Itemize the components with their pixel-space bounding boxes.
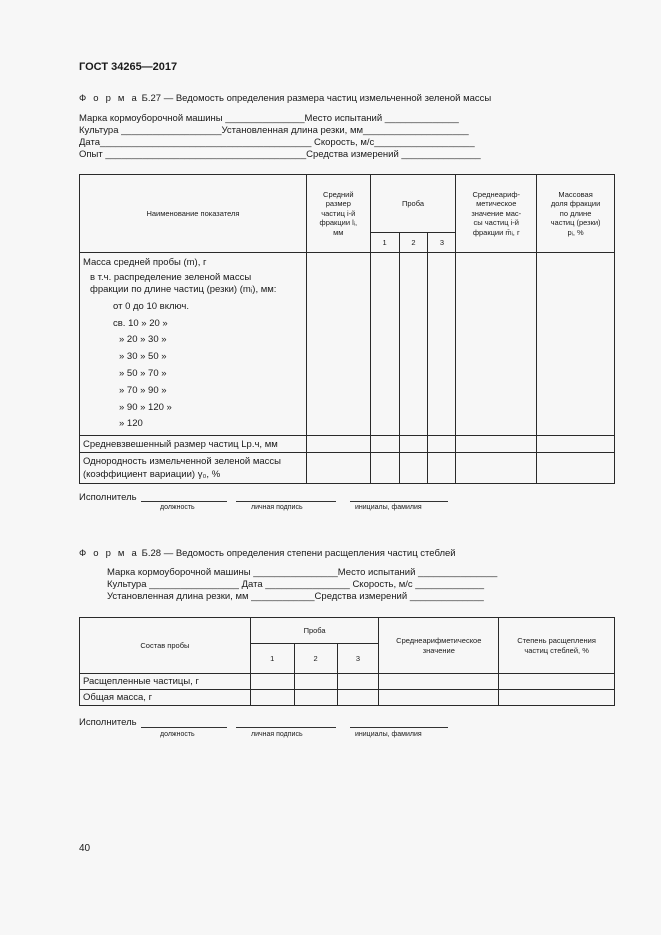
cell-empty <box>250 674 294 690</box>
row-weighted-size: Средневзвешенный размер частиц Lр.ч, мм <box>80 436 307 453</box>
row-distribution: в т.ч. распределение зеленой массы фракции по длине частиц (резки) (mᵢ), мм: <box>90 271 277 295</box>
row-fraction-0-10: от 0 до 10 включ. <box>113 300 190 312</box>
form27-field-1: Марка кормоуборочной машины _______________Место испытаний ______________ <box>79 113 459 124</box>
form27-field-2: Культура ___________________Установленная длина резки, мм____________________ <box>79 125 469 136</box>
row-fraction-70-90: » 70 » 90 » <box>119 384 167 396</box>
form28-table <box>79 617 615 706</box>
form28-title-line <box>79 548 456 559</box>
form27-signature: Исполнитель <box>79 492 137 503</box>
row-total-mass: Общая масса, г <box>80 690 251 706</box>
col-header-mean: Среднеарифметическое значение <box>379 618 499 674</box>
form27-field-4: Опыт ______________________________________Средства измерений _______________ <box>79 149 481 160</box>
cell-empty <box>306 253 370 436</box>
cell-empty <box>370 253 399 436</box>
signature-line <box>236 501 336 502</box>
col-header-sample: Проба <box>250 618 379 644</box>
cell-empty <box>537 453 615 484</box>
row-fraction-10-20: св. 10 » 20 » <box>113 317 168 329</box>
row-fraction-30-50: » 30 » 50 » <box>119 351 167 363</box>
cell-empty <box>499 690 615 706</box>
caption-name: инициалы, фамилия <box>355 504 422 511</box>
row-fraction-50-70: » 50 » 70 » <box>119 367 167 379</box>
cell-empty <box>379 674 499 690</box>
sample-num-2: 2 <box>399 233 428 253</box>
cell-empty <box>306 436 370 453</box>
form28-title: Б.28 — Ведомость определения степени расщепления частиц стеблей <box>141 548 456 559</box>
signature-line <box>236 727 336 728</box>
caption-position: должность <box>160 731 195 738</box>
cell-empty <box>456 453 537 484</box>
form27-label: Ф о р м а <box>79 93 139 104</box>
cell-empty <box>250 690 294 706</box>
col-header-size: Средний размер частиц i-й фракции lᵢ, мм <box>306 175 370 253</box>
row-uniformity: Однородность измельченной зеленой массы (коэффициент вариации) γ₀, % <box>80 453 307 484</box>
cell-empty <box>399 453 428 484</box>
cell-empty <box>337 690 379 706</box>
col-header-mean: Среднеариф- метическое значение мас- сы частиц i-й фракции m̄ᵢ, г <box>456 175 537 253</box>
signature-line <box>350 501 448 502</box>
sample-num-1: 1 <box>370 233 399 253</box>
sample-num-1: 1 <box>250 644 294 674</box>
form27-title: Б.27 — Ведомость определения размера частиц измельченной зеленой массы <box>141 93 492 104</box>
col-header-degree: Степень расщепления частиц стеблей, % <box>499 618 615 674</box>
cell-empty <box>399 436 428 453</box>
caption-signature: личная подпись <box>251 731 303 738</box>
row-fraction-90-120: » 90 » 120 » <box>119 401 172 413</box>
cell-empty <box>428 453 456 484</box>
sample-num-3: 3 <box>337 644 379 674</box>
caption-position: должность <box>160 504 195 511</box>
form28-signature: Исполнитель <box>79 717 137 728</box>
cell-empty <box>379 690 499 706</box>
sample-num-2: 2 <box>294 644 337 674</box>
form28-field-1: Марка кормоуборочной машины ________________Место испытаний _______________ <box>107 567 498 578</box>
form27-field-3: Дата________________________________________ Скорость, м/с___________________ <box>79 137 475 148</box>
row-average-mass: Масса средней пробы (m), г <box>83 257 207 268</box>
form28-label: Ф о р м а <box>79 548 139 559</box>
cell-empty <box>399 253 428 436</box>
cell-empty <box>337 674 379 690</box>
indicator-list-cell <box>80 253 307 436</box>
col-header-mass-share: Массовая доля фракции по длине частиц (резки) pᵢ, % <box>537 175 615 253</box>
cell-empty <box>370 436 399 453</box>
page-number: 40 <box>79 843 91 854</box>
signature-line <box>350 727 448 728</box>
row-split-particles: Расщепленные частицы, г <box>80 674 251 690</box>
cell-empty <box>370 453 399 484</box>
form28-field-3: Установленная длина резки, мм ____________Средства измерений ______________ <box>107 591 484 602</box>
col-header-composition: Состав пробы <box>80 618 251 674</box>
caption-signature: личная подпись <box>251 504 303 511</box>
cell-empty <box>428 253 456 436</box>
cell-empty <box>294 674 337 690</box>
col-header-indicator: Наименование показателя <box>80 175 307 253</box>
cell-empty <box>456 436 537 453</box>
caption-name: инициалы, фамилия <box>355 731 422 738</box>
signature-line <box>141 501 227 502</box>
signature-line <box>141 727 227 728</box>
form27-table <box>79 174 615 484</box>
cell-empty <box>294 690 337 706</box>
form28-field-2: Культура _________________ Дата ________________ Скорость, м/с _____________ <box>107 579 484 590</box>
cell-empty <box>428 436 456 453</box>
sample-num-3: 3 <box>428 233 456 253</box>
col-header-sample: Проба <box>370 175 456 233</box>
cell-empty <box>499 674 615 690</box>
cell-empty <box>306 453 370 484</box>
cell-empty <box>537 436 615 453</box>
cell-empty <box>456 253 537 436</box>
cell-empty <box>537 253 615 436</box>
row-fraction-20-30: » 20 » 30 » <box>119 334 167 346</box>
document-header: ГОСТ 34265—2017 <box>79 61 178 73</box>
form27-title-line <box>79 93 491 104</box>
row-fraction-120: » 120 <box>119 418 143 430</box>
